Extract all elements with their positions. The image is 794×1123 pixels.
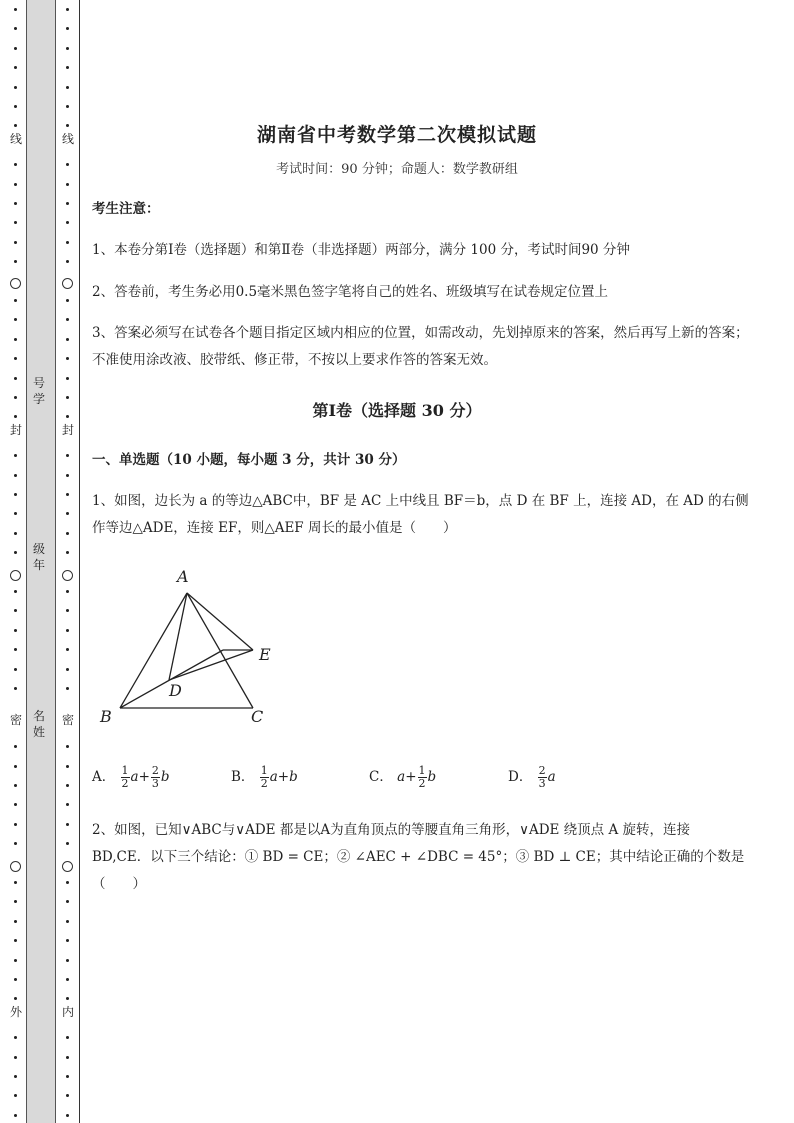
variable: a xyxy=(547,769,556,785)
binding-dot xyxy=(66,377,69,380)
binding-dot xyxy=(14,997,17,1000)
binding-dot xyxy=(66,47,69,50)
binding-dot xyxy=(14,609,17,612)
binding-dot xyxy=(14,532,17,535)
binding-dot xyxy=(66,881,69,884)
binding-dot xyxy=(14,648,17,651)
binding-dot xyxy=(14,241,17,244)
binding-mid-label: 密 xyxy=(61,713,74,727)
binding-circle xyxy=(10,278,21,289)
edge-ae xyxy=(187,593,253,650)
binding-dot xyxy=(66,765,69,768)
binding-dot xyxy=(66,648,69,651)
fraction: $\frac{2}{3}$ xyxy=(538,764,546,790)
binding-dot xyxy=(14,803,17,806)
fraction: $\frac{1}{2}$ xyxy=(260,764,268,790)
binding-left-label: 封 xyxy=(9,423,22,437)
binding-dot xyxy=(66,8,69,11)
binding-dot xyxy=(14,318,17,321)
label-b: B xyxy=(100,707,112,726)
binding-dot xyxy=(66,202,69,205)
binding-dot xyxy=(14,86,17,89)
binding-dot xyxy=(14,202,17,205)
fraction: $\frac{1}{2}$ xyxy=(121,764,129,790)
binding-dot xyxy=(14,47,17,50)
binding-dot xyxy=(14,687,17,690)
binding-dot xyxy=(14,920,17,923)
binding-mid-label: 线 xyxy=(61,132,74,146)
option-d-prefix: D． xyxy=(508,769,533,785)
variable: +b xyxy=(277,769,298,785)
binding-dot xyxy=(14,183,17,186)
option-a[interactable] xyxy=(92,765,170,790)
question-2-text: 2、如图，已知∨ABC与∨ADE 都是以A为直角顶点的等腰直角三角形，∨ADE 绕顶点 A 旋转，连接 BD,CE．以下三个结论：① BD = CE；② ∠AEC + ∠DBC = 45°；③ BD ⊥ CE；其中结论正确的个数是（ ） xyxy=(92,822,745,892)
binding-dot xyxy=(66,1114,69,1117)
binding-dot xyxy=(14,784,17,787)
binding-dot xyxy=(66,454,69,457)
binding-dot xyxy=(14,1094,17,1097)
label-c: C xyxy=(251,707,264,726)
option-a-prefix: A． xyxy=(92,769,116,785)
binding-dot xyxy=(66,512,69,515)
binding-dot xyxy=(14,900,17,903)
option-c-prefix: C． xyxy=(369,769,393,785)
binding-dot xyxy=(66,1056,69,1059)
binding-left-label: 线 xyxy=(9,132,22,146)
binding-dot xyxy=(66,745,69,748)
binding-dot xyxy=(66,900,69,903)
binding-mid-label: 封 xyxy=(61,423,74,437)
binding-dot xyxy=(66,803,69,806)
variable: a xyxy=(269,769,278,785)
binding-dot xyxy=(14,260,17,263)
fraction: $\frac{2}{3}$ xyxy=(151,764,159,790)
binding-dot xyxy=(66,1036,69,1039)
binding-dot xyxy=(14,221,17,224)
notice-item-1: 1、本卷分第Ⅰ卷（选择题）和第Ⅱ卷（非选择题）两部分，满分 100 分，考试时间90 分钟 xyxy=(92,242,630,258)
binding-dot xyxy=(14,105,17,108)
binding-dot xyxy=(66,338,69,341)
notice-item-3: 3、答案必须写在试卷各个题目指定区域内相应的位置，如需改动，先划掉原来的答案，然后再写上新的答案；不准使用涂改液、胶带纸、修正带，不按以上要求作答的答案无效。 xyxy=(92,325,749,368)
variable: b xyxy=(160,769,170,785)
binding-dot xyxy=(66,784,69,787)
option-c[interactable] xyxy=(369,765,436,790)
binding-dot xyxy=(66,668,69,671)
binding-dot xyxy=(14,377,17,380)
binding-dot xyxy=(66,66,69,69)
binding-dot xyxy=(14,978,17,981)
section-title: 第Ⅰ卷（选择题 30 分） xyxy=(312,401,482,420)
binding-dot xyxy=(66,629,69,632)
binding-dot xyxy=(66,318,69,321)
edge-ad xyxy=(169,593,187,680)
option-d[interactable] xyxy=(508,765,556,790)
binding-dot xyxy=(66,27,69,30)
binding-dot xyxy=(66,493,69,496)
edge-de xyxy=(169,650,253,680)
binding-circle xyxy=(62,861,73,872)
binding-dot xyxy=(14,66,17,69)
binding-dot xyxy=(66,978,69,981)
binding-dot xyxy=(14,668,17,671)
binding-dot xyxy=(66,532,69,535)
plus: + xyxy=(138,769,150,785)
binding-dot xyxy=(14,454,17,457)
binding-circle xyxy=(10,861,21,872)
part1-heading: 一、单选题（10 小题，每小题 3 分，共计 30 分） xyxy=(92,452,406,468)
notice-item-2: 2、答卷前，考生务必用0.5毫米黑色签字笔将自己的姓名、班级填写在试卷规定位置上 xyxy=(92,284,609,300)
binding-dot xyxy=(14,1036,17,1039)
label-a: A xyxy=(177,567,189,586)
fraction: $\frac{1}{2}$ xyxy=(418,764,426,790)
binding-dot xyxy=(14,1114,17,1117)
binding-dot xyxy=(14,590,17,593)
binding-dot xyxy=(14,959,17,962)
option-b[interactable] xyxy=(231,765,298,790)
binding-dot xyxy=(14,338,17,341)
binding-dot xyxy=(66,959,69,962)
binding-dot xyxy=(66,241,69,244)
variable: a+ xyxy=(397,769,417,785)
binding-dot xyxy=(66,1075,69,1078)
binding-dot xyxy=(66,590,69,593)
binding-dot xyxy=(14,512,17,515)
binding-dot xyxy=(14,493,17,496)
binding-dot xyxy=(66,105,69,108)
binding-dot xyxy=(66,609,69,612)
label-d: D xyxy=(169,681,182,700)
binding-dot xyxy=(14,474,17,477)
binding-dot xyxy=(66,474,69,477)
variable: b xyxy=(427,769,437,785)
binding-dot xyxy=(66,299,69,302)
label-e: E xyxy=(259,645,271,664)
binding-dot xyxy=(14,745,17,748)
binding-dot xyxy=(14,1075,17,1078)
binding-circle xyxy=(10,570,21,581)
page-subtitle: 考试时间：90 分钟；命题人：数学教研组 xyxy=(276,162,518,177)
binding-dot xyxy=(66,1094,69,1097)
binding-dot xyxy=(14,299,17,302)
binding-dot xyxy=(14,765,17,768)
binding-dot xyxy=(14,27,17,30)
binding-dot xyxy=(14,823,17,826)
binding-dot xyxy=(14,1056,17,1059)
gray-column-label: 级 年 xyxy=(32,542,45,572)
page-title: 湖南省中考数学第二次模拟试题 xyxy=(256,124,537,146)
binding-dot xyxy=(66,920,69,923)
binding-dot xyxy=(66,260,69,263)
binding-dot xyxy=(66,357,69,360)
binding-dot xyxy=(14,357,17,360)
binding-dot xyxy=(66,183,69,186)
question-1-text: 1、如图，边长为 a 的等边△ABC中，BF 是 AC 上中线且 BF＝b，点 D 在 BF 上，连接 AD，在 AD 的右侧作等边△ADE，连接 EF，则△AEF 周长的最小值是（ ） xyxy=(92,493,749,536)
binding-dot xyxy=(66,551,69,554)
binding-dot xyxy=(66,221,69,224)
binding-dot xyxy=(14,842,17,845)
binding-dot xyxy=(14,551,17,554)
variable: a xyxy=(130,769,139,785)
binding-left-label: 密 xyxy=(9,713,22,727)
option-b-prefix: B． xyxy=(231,769,255,785)
binding-dot xyxy=(66,687,69,690)
binding-dot xyxy=(66,842,69,845)
gray-column-label: 名 姓 xyxy=(32,709,45,739)
binding-mid-label: 内 xyxy=(61,1005,74,1019)
binding-dot xyxy=(14,881,17,884)
binding-dot xyxy=(14,939,17,942)
binding-dot xyxy=(14,629,17,632)
binding-left-label: 外 xyxy=(9,1005,22,1019)
notice-heading: 考生注意： xyxy=(92,201,160,217)
binding-circle xyxy=(62,278,73,289)
triangle-figure xyxy=(95,560,285,730)
binding-dot xyxy=(66,823,69,826)
gray-column-label: 号 学 xyxy=(32,376,45,406)
binding-dot xyxy=(66,939,69,942)
binding-circle xyxy=(62,570,73,581)
binding-dot xyxy=(14,8,17,11)
binding-dot xyxy=(66,86,69,89)
binding-dot xyxy=(66,997,69,1000)
